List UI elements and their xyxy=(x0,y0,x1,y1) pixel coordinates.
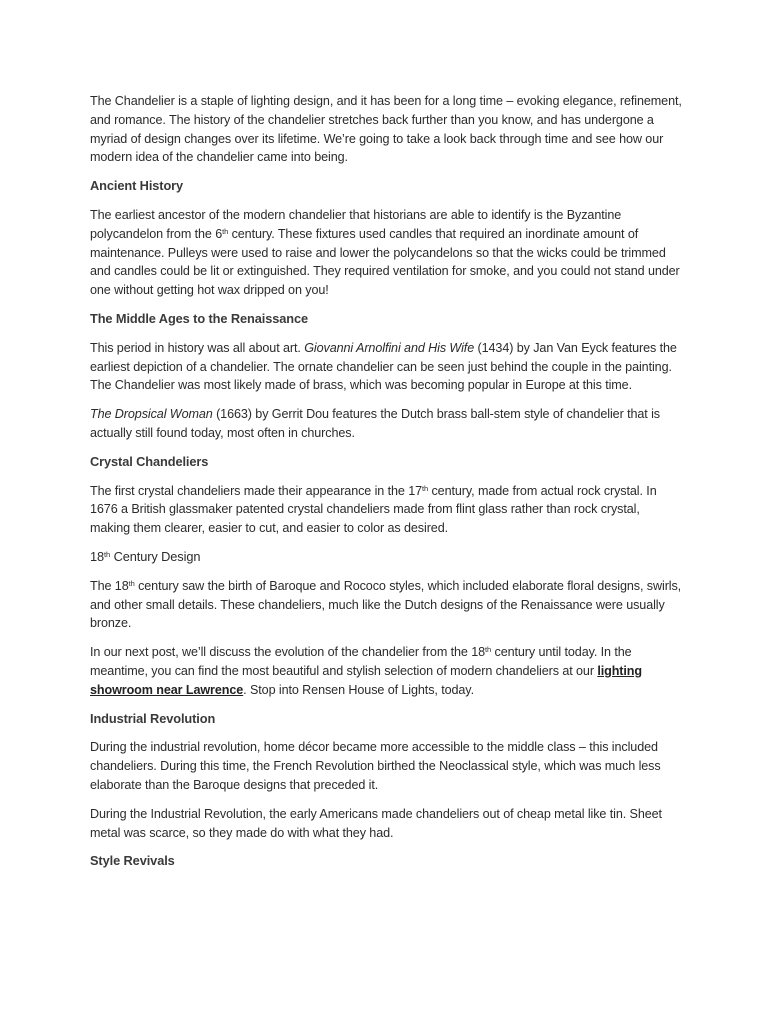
c18-sup-2: th xyxy=(485,645,492,655)
middle-paragraph-1 xyxy=(90,339,682,395)
c18-text-e: . Stop into Rensen House of Lights, today. xyxy=(243,682,474,697)
ancient-sup: th xyxy=(222,226,229,236)
c18-heading-b: Century Design xyxy=(110,548,201,564)
middle-painting-title: Giovanni Arnolfini and His Wife xyxy=(304,340,475,355)
industrial-paragraph-1: During the industrial revolution, home décor became more accessible to the middle class – this included chandeliers. During this time, the French Revolution birthed the Neoclassical style, which was much less elaborate than the Baroque designs that preceded it. xyxy=(90,740,661,792)
ancient-text-b: century. These fixtures used candles that required an inordinate amount of maintenance. Pulleys were used to raise and lower the polycandelons so that the wicks could be trimmed and candles could be lit or extinguished. They required ventilation for smoke, and you could not stand under one without getting hot wax dripped on you! xyxy=(90,226,680,298)
document-page xyxy=(90,92,682,881)
crystal-text-a: The first crystal chandeliers made their appearance in the 17 xyxy=(90,483,423,498)
heading-style-revivals: Style Revivals xyxy=(90,853,175,869)
dropsical-painting-title: The Dropsical Woman xyxy=(90,407,213,422)
heading-ancient-history: Ancient History xyxy=(90,178,184,194)
crystal-text-b: century, made from actual rock crystal. In 1676 a British glassmaker patented crystal chandeliers made from flint glass rather than rock crystal, making them clearer, easier to cut, and easier to color as desired. xyxy=(90,483,657,536)
c18-heading-a: 18 xyxy=(90,548,105,564)
c18-text-c: In our next post, we’ll discuss the evolution of the chandelier from the 18 xyxy=(90,645,486,660)
c18-heading-sup: th xyxy=(104,549,111,559)
c18-paragraph-2 xyxy=(90,643,682,699)
heading-crystal: Crystal Chandeliers xyxy=(90,453,209,469)
middle-text-b: (1434) by Jan Van Eyck features the earliest depiction of a chandelier. The ornate chandelier can be seen just behind the couple in the painting. The Chandelier was most likely made of brass, which was becoming popular in Europe at this time. xyxy=(90,340,677,393)
intro-paragraph: The Chandelier is a staple of lighting design, and it has been for a long time – evoking elegance, refinement, and romance. The history of the chandelier stretches back further than you know, and has undergone a myriad of design changes over its lifetime. We’re going to take a look back through time and see how our modern idea of the chandelier came into being. xyxy=(90,94,682,165)
c18-paragraph-1 xyxy=(90,577,682,633)
crystal-sup: th xyxy=(422,483,429,493)
middle-paragraph-2 xyxy=(90,405,682,443)
heading-middle-ages: The Middle Ages to the Renaissance xyxy=(90,310,308,326)
ancient-paragraph xyxy=(90,206,682,300)
middle-text-c: (1663) by Gerrit Dou features the Dutch brass ball-stem style of chandelier that is actually still found today, most often in churches. xyxy=(90,407,660,440)
industrial-paragraph-2: During the Industrial Revolution, the early Americans made chandeliers out of cheap metal like tin. Sheet metal was scarce, so they made do with what they had. xyxy=(90,806,662,840)
heading-18th-century xyxy=(90,548,682,567)
lighting-showroom-link[interactable]: lighting showroom near Lawrence xyxy=(90,663,642,697)
ancient-text-a: The earliest ancestor of the modern chandelier that historians are able to identify is the Byzantine polycandelon from the 6 xyxy=(90,207,622,241)
middle-text-a: This period in history was all about art. xyxy=(90,340,305,355)
heading-industrial-revolution: Industrial Revolution xyxy=(90,710,216,726)
c18-text-a: The 18 xyxy=(90,578,129,593)
c18-sup-1: th xyxy=(128,578,135,588)
c18-text-d: century until today. In the meantime, you can find the most beautiful and stylish selection of modern chandeliers at our xyxy=(90,645,632,678)
c18-text-b: century saw the birth of Baroque and Rococo styles, which included elaborate floral designs, swirls, and other small details. These chandeliers, much like the Dutch designs of the Renaissance were usually bronze. xyxy=(90,578,682,631)
crystal-paragraph xyxy=(90,482,682,538)
